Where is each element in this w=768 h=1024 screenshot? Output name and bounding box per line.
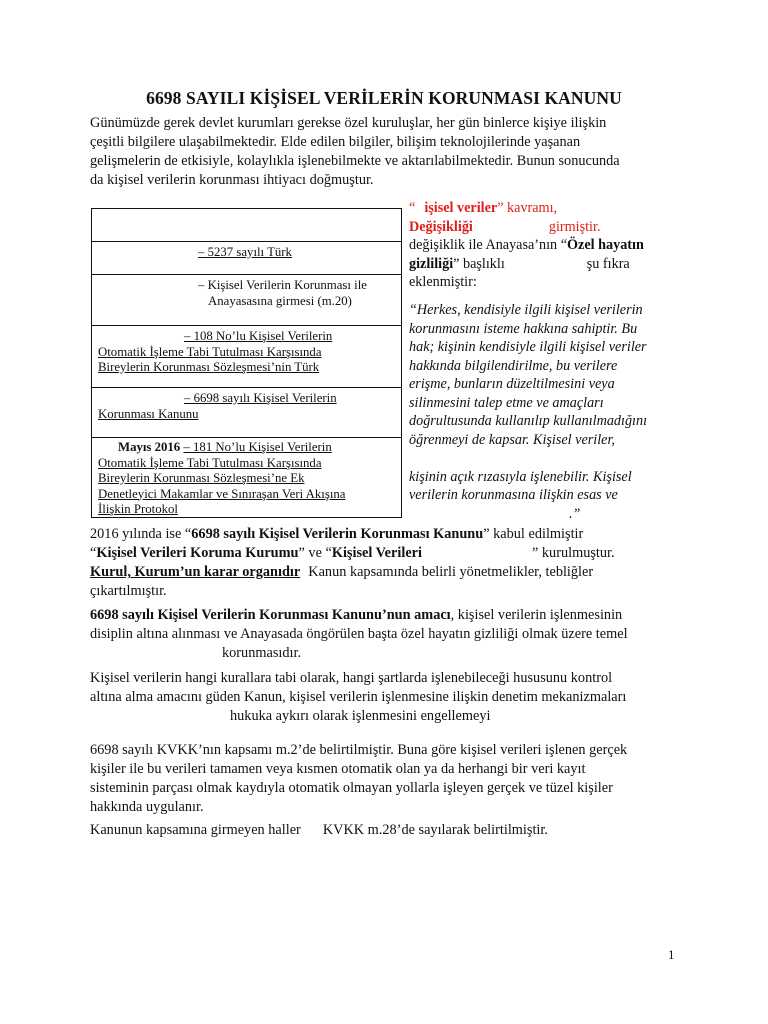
timeline-text: Korunması Kanunu	[98, 406, 199, 421]
quote-mark: “	[409, 200, 416, 216]
timeline-row	[92, 388, 401, 438]
quote-line: “Herkes, kendisiyle ilgili kişisel verilerin	[409, 302, 643, 318]
term-bold: 6698 sayılı Kişisel Verilerin Korunması Kanunu’nun amacı	[90, 607, 451, 623]
timeline-text: – Kişisel Verilerin Korunması ile	[198, 278, 367, 292]
timeline-text: İlişkin Protokol	[98, 502, 178, 516]
para-text: sisteminin parçası olmak kaydıyla otomatik olmayan yollarla işleyen gerçek ve tüzel kişiler	[90, 780, 613, 796]
timeline-text: – 181 No’lu Kişisel Verilerin	[183, 440, 332, 454]
intro-paragraph	[90, 114, 680, 190]
right-text: ” kavramı,	[497, 200, 558, 216]
para-text: kişiler ile bu verileri tamamen veya kısmen otomatik olan ya da herhangi bir veri kayıt	[90, 761, 586, 777]
para-text: korunmasıdır.	[222, 645, 302, 661]
paragraph-rules	[90, 669, 680, 726]
para-text: Kanunun kapsamına girmeyen haller	[90, 822, 301, 838]
para-text: çıkartılmıştır.	[90, 583, 167, 599]
page-number: 1	[668, 947, 675, 962]
quote-line: öğrenmeyi de kapsar. Kişisel veriler,	[409, 431, 615, 448]
timeline-row	[92, 275, 401, 326]
quote-line: doğrultusunda kullanılıp kullanılmadığını	[409, 413, 648, 429]
timeline-text: Otomatik İşleme Tabi Tutulması Karşısında	[98, 344, 322, 359]
quote-line: silinmesini talep etme ve amaçları	[409, 394, 604, 411]
para-text: , kişisel verilerin işlenmesinin	[450, 607, 623, 623]
para-text: ” kabul edilmiştir	[483, 526, 584, 542]
timeline-text: Anayasasına girmesi (m.20)	[208, 293, 352, 308]
intro-line: Günümüzde gerek devlet kurumları gerekse özel kuruluşlar, her gün binlerce kişiye ilişkin	[90, 115, 607, 131]
timeline-text: Denetleyici Makamlar ve Sınıraşan Veri Akışına	[98, 486, 346, 501]
right-text: şu fıkra	[586, 255, 630, 272]
para-text: ” kurulmuştur.	[531, 545, 615, 561]
timeline-text: – 108 No’lu Kişisel Verilerin	[184, 329, 333, 343]
timeline-row	[92, 209, 401, 242]
para-text: altına alma amacını güden Kanun, kişisel verilerin işlenmesine ilişkin denetim mekanizmaları	[90, 689, 627, 705]
quote-line: kişinin açık rızasıyla işlenebilir. Kişisel	[409, 468, 632, 485]
timeline-text: Otomatik İşleme Tabi Tutulması Karşısında	[98, 455, 322, 470]
term-bold: 6698 sayılı Kişisel Verilerin Korunması Kanunu	[191, 526, 484, 542]
term-bold: işisel veriler	[424, 200, 498, 216]
quote-line: .”	[569, 505, 581, 522]
timeline-text: Bireylerin Korunması Sözleşmesi’nin Türk	[98, 360, 320, 374]
para-text: “	[90, 545, 97, 561]
paragraph-exclusions	[90, 821, 680, 840]
right-text: değişiklik ile Anayasa’nın “	[409, 237, 567, 253]
para-text: KVKK m.28’de sayılarak belirtilmiştir.	[322, 822, 548, 838]
timeline-date: Mayıs 2016	[118, 440, 181, 454]
right-text: eklenmiştir:	[409, 274, 477, 290]
para-text: Kanun kapsamında belirli yönetmelikler, tebliğler	[308, 564, 594, 580]
term-bold: Kişisel Verileri Koruma Kurumu	[96, 545, 299, 561]
para-text: disiplin altına alınması ve Anayasada öngörülen başta özel hayatın gizliliği olmak üzere temel	[90, 626, 628, 642]
timeline-text: Bireylerin Korunması Sözleşmesi’ne Ek	[98, 471, 305, 485]
constitution-quote	[409, 301, 689, 523]
term-bold: Kurul, Kurum’un karar organıdır	[90, 564, 301, 580]
timeline-text: – 5237 sayılı Türk	[198, 245, 292, 259]
para-text: Kişisel verilerin hangi kurallara tabi olarak, hangi şartlarda işlenebileceği hususunu kontrol	[90, 670, 613, 686]
paragraph-purpose	[90, 606, 680, 663]
right-text: girmiştir.	[548, 218, 601, 235]
quote-line: verilerin korunmasına ilişkin esas ve	[409, 487, 618, 503]
right-text: ” başlıklı	[453, 255, 505, 272]
para-text: ” ve “	[298, 545, 332, 561]
term-bold: Kişisel Verileri	[331, 545, 422, 561]
intro-line: da kişisel verilerin korunması ihtiyacı doğmuştur.	[90, 172, 374, 188]
quote-line: korunmasını isteme hakkına sahiptir. Bu	[409, 320, 638, 337]
quote-line: hakkında bilgilendirilme, bu verilere	[409, 357, 618, 374]
timeline-table	[91, 208, 402, 518]
para-text: hakkında uygulanır.	[90, 799, 204, 815]
paragraph-scope	[90, 741, 680, 817]
term-bold: gizliliği	[409, 255, 454, 272]
para-text: 6698 sayılı KVKK’nın kapsamı m.2’de belirtilmiştir. Buna göre kişisel verileri işlenen gerçek	[90, 742, 628, 758]
timeline-row	[92, 326, 401, 388]
term-bold: Özel hayatın	[567, 237, 644, 253]
quote-line	[409, 449, 689, 468]
quote-line: hak; kişinin kendisiyle ilgili kişisel veriler	[409, 339, 647, 355]
right-column-text	[409, 199, 689, 292]
intro-line: gelişmelerin de etkisiyle, kolaylıkla işlenebilmekte ve aktarılabilmektedir. Bunun sonucunda	[90, 153, 620, 169]
timeline-text: – 6698 sayılı Kişisel Verilerin	[184, 391, 337, 405]
quote-line: erişme, bunların düzeltilmesini veya	[409, 376, 615, 392]
paragraph-2016	[90, 525, 680, 601]
timeline-row	[92, 242, 401, 275]
para-text: 2016 yılında ise “	[90, 526, 192, 542]
timeline-row	[92, 438, 401, 517]
term-bold: Değişikliği	[409, 218, 473, 235]
intro-line: çeşitli bilgilere ulaşabilmektedir. Elde edilen bilgiler, bilişim teknolojilerinde yaşanan	[90, 134, 581, 150]
para-text: hukuka aykırı olarak işlenmesini engellemeyi	[230, 708, 491, 724]
document-title: 6698 SAYILI KİŞİSEL VERİLERİN KORUNMASI KANUNU	[146, 88, 622, 108]
